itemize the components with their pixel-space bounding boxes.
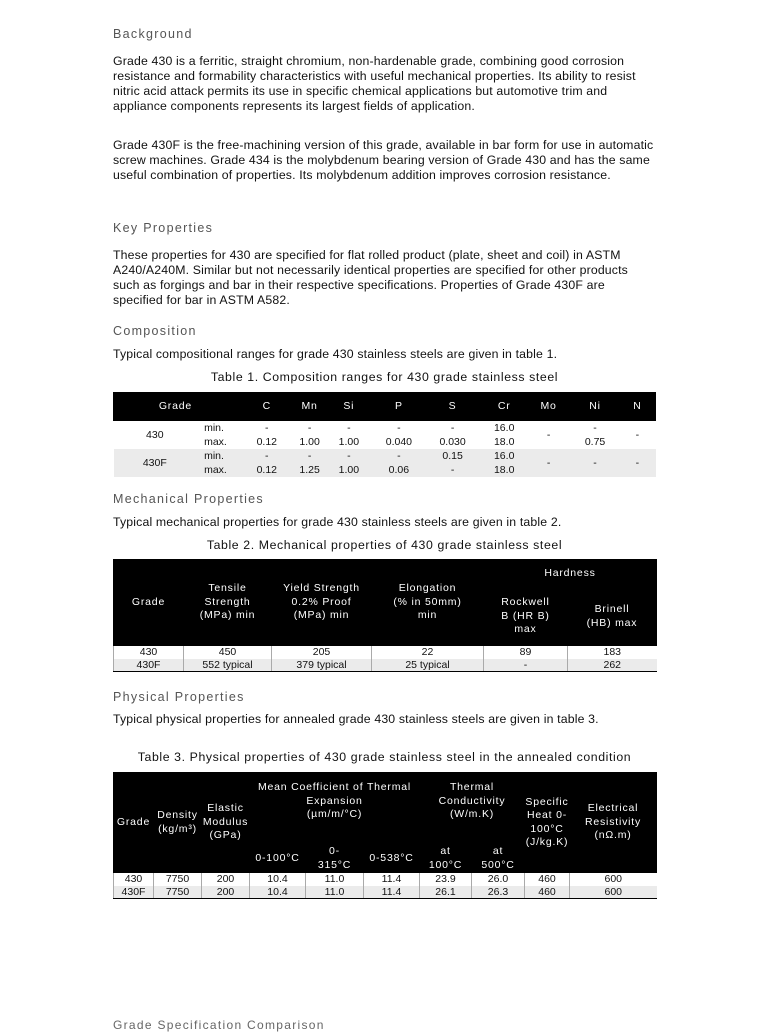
table-cell: 460 [525,886,570,899]
header-resistivity: Electrical Resistivity (nΩ.m) [570,773,657,873]
table-cell: - [307,421,312,434]
table3-caption: Table 3. Physical properties of 430 grade stainless steel in the annealed condition [137,750,632,764]
physical-table [113,772,657,899]
mechanical-intro: Typical mechanical properties for grade 430 stainless steels are given in table 2. [113,515,562,529]
table-cell: 1.00 [299,435,320,448]
table-cell: 430F [114,659,184,672]
header-p: P [375,393,424,421]
mechanical-heading: Mechanical Properties [113,492,264,506]
table-row [114,646,657,659]
grade-cell: 430F [114,449,197,477]
physical-heading: Physical Properties [113,690,245,704]
table-cell: 200 [202,886,250,899]
table2-caption: Table 2. Mechanical properties of 430 grade stainless steel [206,538,563,552]
table-cell: 0.06 [375,463,424,477]
header-grade: Grade [114,560,184,646]
next-section-heading-partial: Grade Specification Comparison [113,1018,325,1032]
row-label: max. [196,463,237,477]
mechanical-table [113,559,657,672]
table-cell: 600 [570,886,657,899]
table-cell: 1.00 [338,435,360,448]
table-cell: 18.0 [482,463,526,477]
header-rockwell: Rockwell B (HR B) max [484,588,568,646]
table-row [114,421,656,435]
header-n: N [619,393,655,421]
table-cell: - [619,449,655,477]
table-cell: - [397,421,401,434]
table-cell: 0.12 [256,435,277,448]
header-s: S [423,393,482,421]
table-cell: - [265,421,269,434]
header-specific-heat: Specific Heat 0- 100°C (J/kg.K) [525,773,570,873]
table-cell: - [296,449,323,463]
table-cell: 430F [114,886,154,899]
table-cell: - [237,449,296,463]
table-cell: 26.0 [472,873,525,886]
header-tensile: Tensile Strength (MPa) min [184,560,272,646]
table-cell: - [423,463,482,477]
table-cell: 7750 [154,886,202,899]
composition-heading: Composition [113,324,197,338]
header-exp-0-315: 0- 315°C [306,845,364,873]
table-cell: 0.12 [237,463,296,477]
table-cell: 7750 [154,873,202,886]
table-row [114,886,657,899]
background-heading: Background [113,27,193,41]
header-mean-coefficient: Mean Coefficient of Thermal Expansion (µm/m/°C) [250,773,420,845]
table-cell: - [593,421,597,434]
row-label: max. [204,435,227,448]
header-exp-0-100: 0-100°C [250,845,306,873]
table-cell: 1.00 [323,463,375,477]
table-cell: 25 typical [372,659,484,672]
table-cell: 26.1 [420,886,472,899]
table-cell: 11.4 [364,873,420,886]
table-cell: 0.15 [423,449,482,463]
header-ni: Ni [571,393,620,421]
header-cond-100: at 100°C [420,845,472,873]
table-cell: 600 [570,873,657,886]
table-cell: - [571,449,620,477]
table-cell: 430 [114,646,184,659]
table-row [114,659,657,672]
row-label: min. [204,421,224,434]
table-cell: 18.0 [493,435,515,448]
table-cell: 16.0 [493,421,515,434]
table-cell: 11.0 [306,873,364,886]
header-elongation: Elongation (% in 50mm) min [372,560,484,646]
table-cell: 26.3 [472,886,525,899]
header-yield: Yield Strength 0.2% Proof (MPa) min [272,560,372,646]
table-cell: - [546,428,551,441]
table-cell: 22 [372,646,484,659]
table-cell: - [450,421,455,434]
header-cond-500: at 500°C [472,845,525,873]
table-cell: - [375,449,424,463]
header-grade: Grade [114,773,154,873]
header-grade: Grade [114,393,238,421]
grade-cell: 430 [146,428,164,441]
table-cell: 205 [272,646,372,659]
header-c: C [237,393,296,421]
header-thermal-conductivity: Thermal Conductivity (W/m.K) [420,773,525,845]
header-exp-0-538: 0-538°C [364,845,420,873]
header-density: Density (kg/m³) [154,773,202,873]
table-row [114,449,656,463]
table-cell: 0.040 [385,435,413,448]
table-cell: 183 [568,646,657,659]
key-properties-paragraph: These properties for 430 are specified for flat rolled product (plate, sheet and coil) in ASTM A240/A240M. Similar but not necessarily identical properties are specified for other products such as forgings and bar in their respective specifications. Properties of Grade 430F are specified for bar in ASTM A582. [113,248,628,307]
composition-table [113,392,656,477]
background-paragraph-1: Grade 430 is a ferritic, straight chromium, non-hardenable grade, combining good corrosion resistance and formability characteristics with useful mechanical properties. Its ability to resist nitric acid attack permits its use in specific chemical applications but automotive trim and appliance components represents its largest fields of application. [113,54,636,113]
header-hardness: Hardness [484,560,657,588]
table-cell: 1.25 [296,463,323,477]
table-cell: - [635,428,640,441]
table-cell: - [484,659,568,672]
table-cell: 11.4 [364,886,420,899]
table-cell: - [347,421,351,434]
header-cr: Cr [482,393,526,421]
header-si: Si [323,393,375,421]
table-cell: - [323,449,375,463]
physical-intro: Typical physical properties for annealed grade 430 stainless steels are given in table 3. [113,712,599,726]
row-label: min. [196,449,237,463]
table-cell: 10.4 [250,873,306,886]
header-elastic: Elastic Modulus (GPa) [202,773,250,873]
header-mn: Mn [296,393,323,421]
table-cell: 16.0 [482,449,526,463]
table-cell: - [526,449,570,477]
table-cell: 200 [202,873,250,886]
table-cell: 0.75 [584,435,606,448]
table-cell: 0.030 [439,435,466,448]
table-cell: 460 [525,873,570,886]
background-paragraph-2: Grade 430F is the free-machining version of this grade, available in bar form for use in automatic screw machines. Grade 434 is the molybdenum bearing version of Grade 430 and has the same useful combination of properties. Its molybdenum addition improves corrosion resistance. [113,138,654,182]
table-cell: 430 [114,873,154,886]
table-row [114,873,657,886]
table-cell: 262 [568,659,657,672]
table-cell: 450 [184,646,272,659]
table-cell: 89 [484,646,568,659]
header-brinell: Brinell (HB) max [568,588,657,646]
composition-intro: Typical compositional ranges for grade 430 stainless steels are given in table 1. [113,347,558,361]
header-mo: Mo [526,393,570,421]
table-cell: 379 typical [272,659,372,672]
table-cell: 11.0 [306,886,364,899]
table1-caption: Table 1. Composition ranges for 430 grade stainless steel [210,370,559,384]
table-cell: 10.4 [250,886,306,899]
table-cell: 23.9 [420,873,472,886]
key-properties-heading: Key Properties [113,221,214,235]
table-cell: 552 typical [184,659,272,672]
